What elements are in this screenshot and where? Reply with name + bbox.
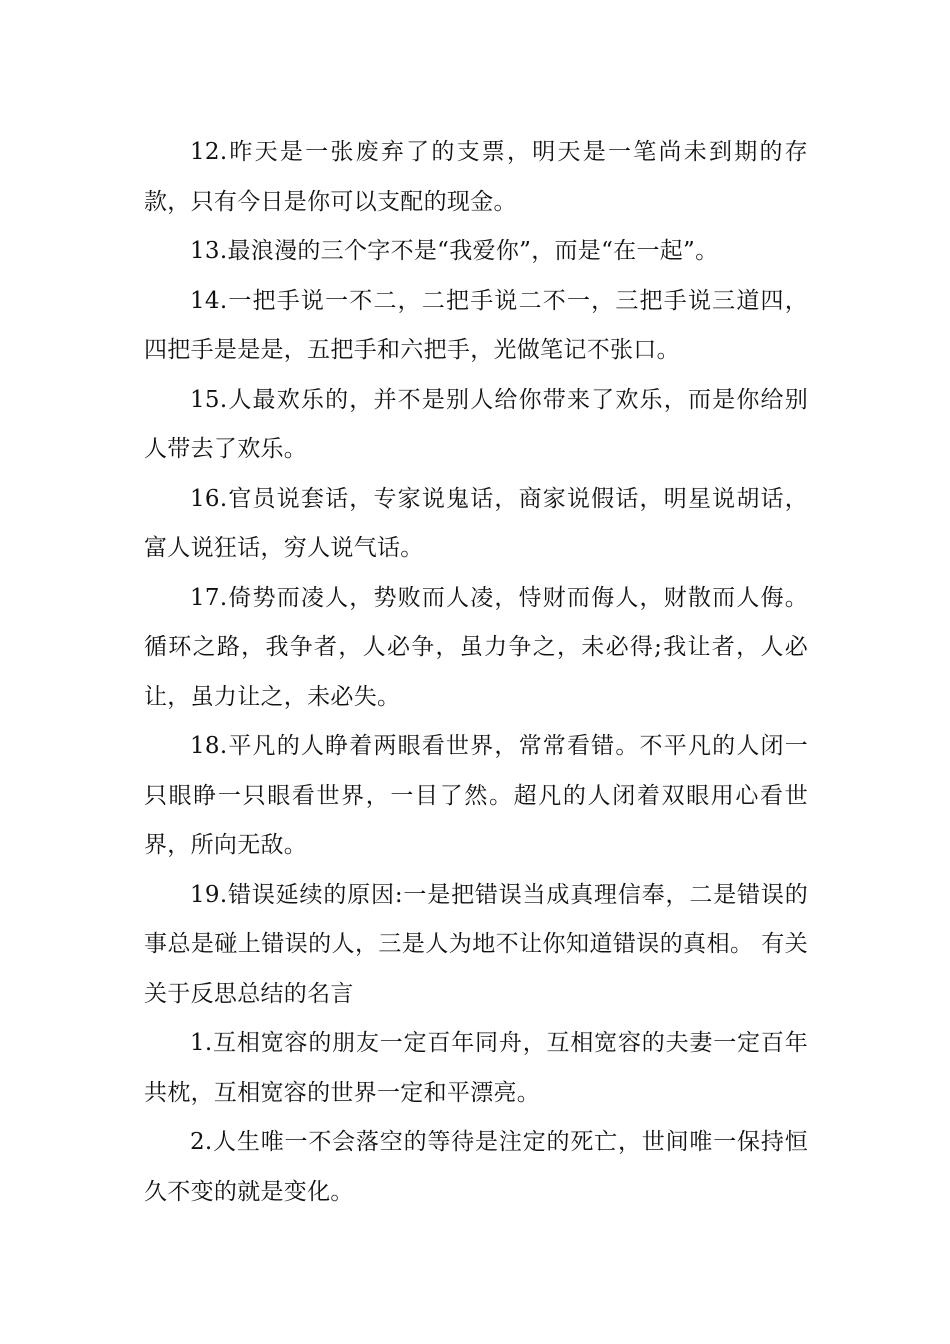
paragraph-13: 13.最浪漫的三个字不是“我爱你”，而是“在一起”。	[190, 238, 719, 264]
paragraph-15: 15.人最欢乐的，并不是别人给你带来了欢乐，而是你给别人带去了欢乐。	[144, 386, 808, 462]
paragraph-19: 19.错误延续的原因:一是把错误当成真理信奉，二是错误的事总是碰上错误的人，三是人为地不让你知道错误的真相。 有关关于反思总结的名言	[144, 881, 808, 1007]
paragraph-12: 12.昨天是一张废弃了的支票，明天是一笔尚未到期的存款，只有今日是你可以支配的现金。	[144, 139, 808, 215]
document-body	[144, 128, 808, 1217]
paragraph-14: 14.一把手说一不二，二把手说二不一，三把手说三道四，四把手是是是，五把手和六把手，光做笔记不张口。	[144, 287, 808, 363]
paragraph-18: 18.平凡的人睁着两眼看世界，常常看错。不平凡的人闭一只眼睁一只眼看世界，一目了然。超凡的人闭着双眼用心看世界，所向无敌。	[144, 733, 808, 858]
paragraph-17: 17.倚势而凌人，势败而人凌，恃财而侮人，财散而人侮。循环之路，我争者，人必争，虽力争之，未必得;我让者，人必让，虽力让之，未必失。	[144, 584, 808, 710]
paragraph-1: 1.互相宽容的朋友一定百年同舟，互相宽容的夫妻一定百年共枕，互相宽容的世界一定和平漂亮。	[144, 1030, 808, 1106]
paragraph-16: 16.官员说套话，专家说鬼话，商家说假话，明星说胡话，富人说狂话，穷人说气话。	[144, 485, 808, 561]
paragraph-2: 2.人生唯一不会落空的等待是注定的死亡，世间唯一保持恒久不变的就是变化。	[144, 1129, 808, 1205]
